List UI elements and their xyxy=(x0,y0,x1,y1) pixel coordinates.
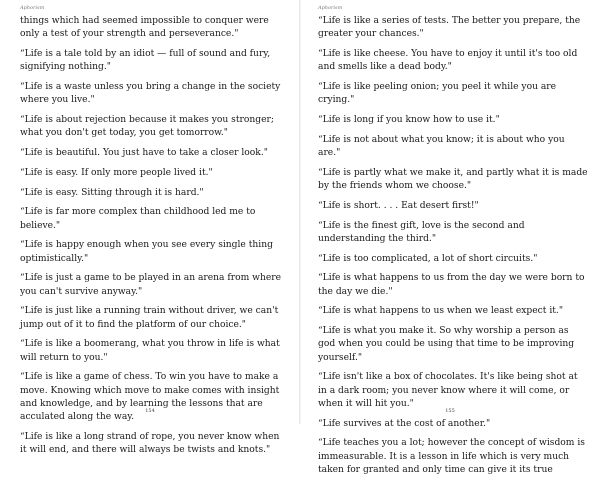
left-quote-list xyxy=(20,15,282,464)
quote-item: things which had seemed impossible to conquer were only a test of your strength and perseverance." xyxy=(20,16,269,40)
quote-item: “Life is like cheese. You have to enjoy it until it's too old and smells like a dead body." xyxy=(318,49,578,73)
quote-item: “Life is far more complex than childhood led me to believe." xyxy=(20,207,256,231)
quote-item: “Life is like a long strand of rope, you never know when it will end, and there will always be twists and knots." xyxy=(20,431,280,455)
quote-item: “Life is like a boomerang, what you throw in life is what will return to you." xyxy=(20,339,280,363)
quote-item: “Life is like peeling onion; you peel it while you are crying." xyxy=(318,82,557,106)
quote-item: “Life is easy. Sitting through it is hard." xyxy=(20,187,204,198)
running-head-left: Aphorism xyxy=(20,5,45,11)
quote-item: “Life is not about what you know; it is about who you are." xyxy=(318,134,565,158)
quote-item: “Life is what happens to us when we least expect it." xyxy=(318,306,564,317)
quote-item: “Life is short. . . . Eat desert first!" xyxy=(318,200,479,211)
quote-item: “Life is long if you know how to use it." xyxy=(318,115,500,125)
quote-item: “Life is just a game to be played in an arena from where you can't survive anyway." xyxy=(20,273,282,297)
quote-item: “Life isn't like a box of chocolates. It's like being shot at in a dark room; you never know where it will come, or when it will hit you." xyxy=(318,372,578,409)
right-page xyxy=(300,0,600,475)
quote-item: “Life is about rejection because it makes you stronger; what you don't get today, you get tomorrow." xyxy=(20,115,274,139)
quote-item: “Life is what you make it. So why worship a person as god when you could be using that time to be improving yourself." xyxy=(318,326,575,363)
quote-item: “Life is easy. If only more people lived it." xyxy=(20,167,213,178)
quote-item: “Life teaches you a lot; however the concept of wisdom is immeasurable. It is a lesson in life which is very much taken for granted and only time can give it its true xyxy=(318,438,585,475)
quote-item: “Life is beautiful. You just have to take a closer look." xyxy=(20,148,268,158)
quote-item: “Life is like a series of tests. The better you prepare, the greater your chances." xyxy=(318,16,581,40)
quote-item: “Life is partly what we make it, and partly what it is made by the friends whom we choose." xyxy=(318,167,588,191)
quote-item: “Life is a waste unless you bring a change in the society where you live." xyxy=(20,82,281,106)
quote-item: “Life is like a game of chess. To win you have to make a move. Knowing which move to make comes with insight and knowledge, and by learning the lessons that are acculated along the way. xyxy=(20,372,280,422)
quote-item: “Life is the finest gift, love is the second and understanding the third." xyxy=(318,220,525,244)
page-number-left: 154 xyxy=(145,408,155,414)
quote-item: “Life is too complicated, a lot of short circuits." xyxy=(318,253,538,264)
page-number-right: 155 xyxy=(445,408,455,414)
quote-item: “Life is just like a running train without driver, we can't jump out of it to find the platform of our choice." xyxy=(20,306,279,330)
running-head-right: Aphorism xyxy=(318,5,343,11)
quote-item: “Life is happy enough when you see every single thing optimistically." xyxy=(20,240,273,264)
quote-item: “Life is what happens to us from the day we were born to the day we die." xyxy=(318,273,585,297)
quote-item: “Life is a tale told by an idiot — full of sound and fury, signifying nothing." xyxy=(20,49,271,73)
left-page xyxy=(0,0,300,455)
quote-item: “Life survives at the cost of another." xyxy=(318,418,491,429)
